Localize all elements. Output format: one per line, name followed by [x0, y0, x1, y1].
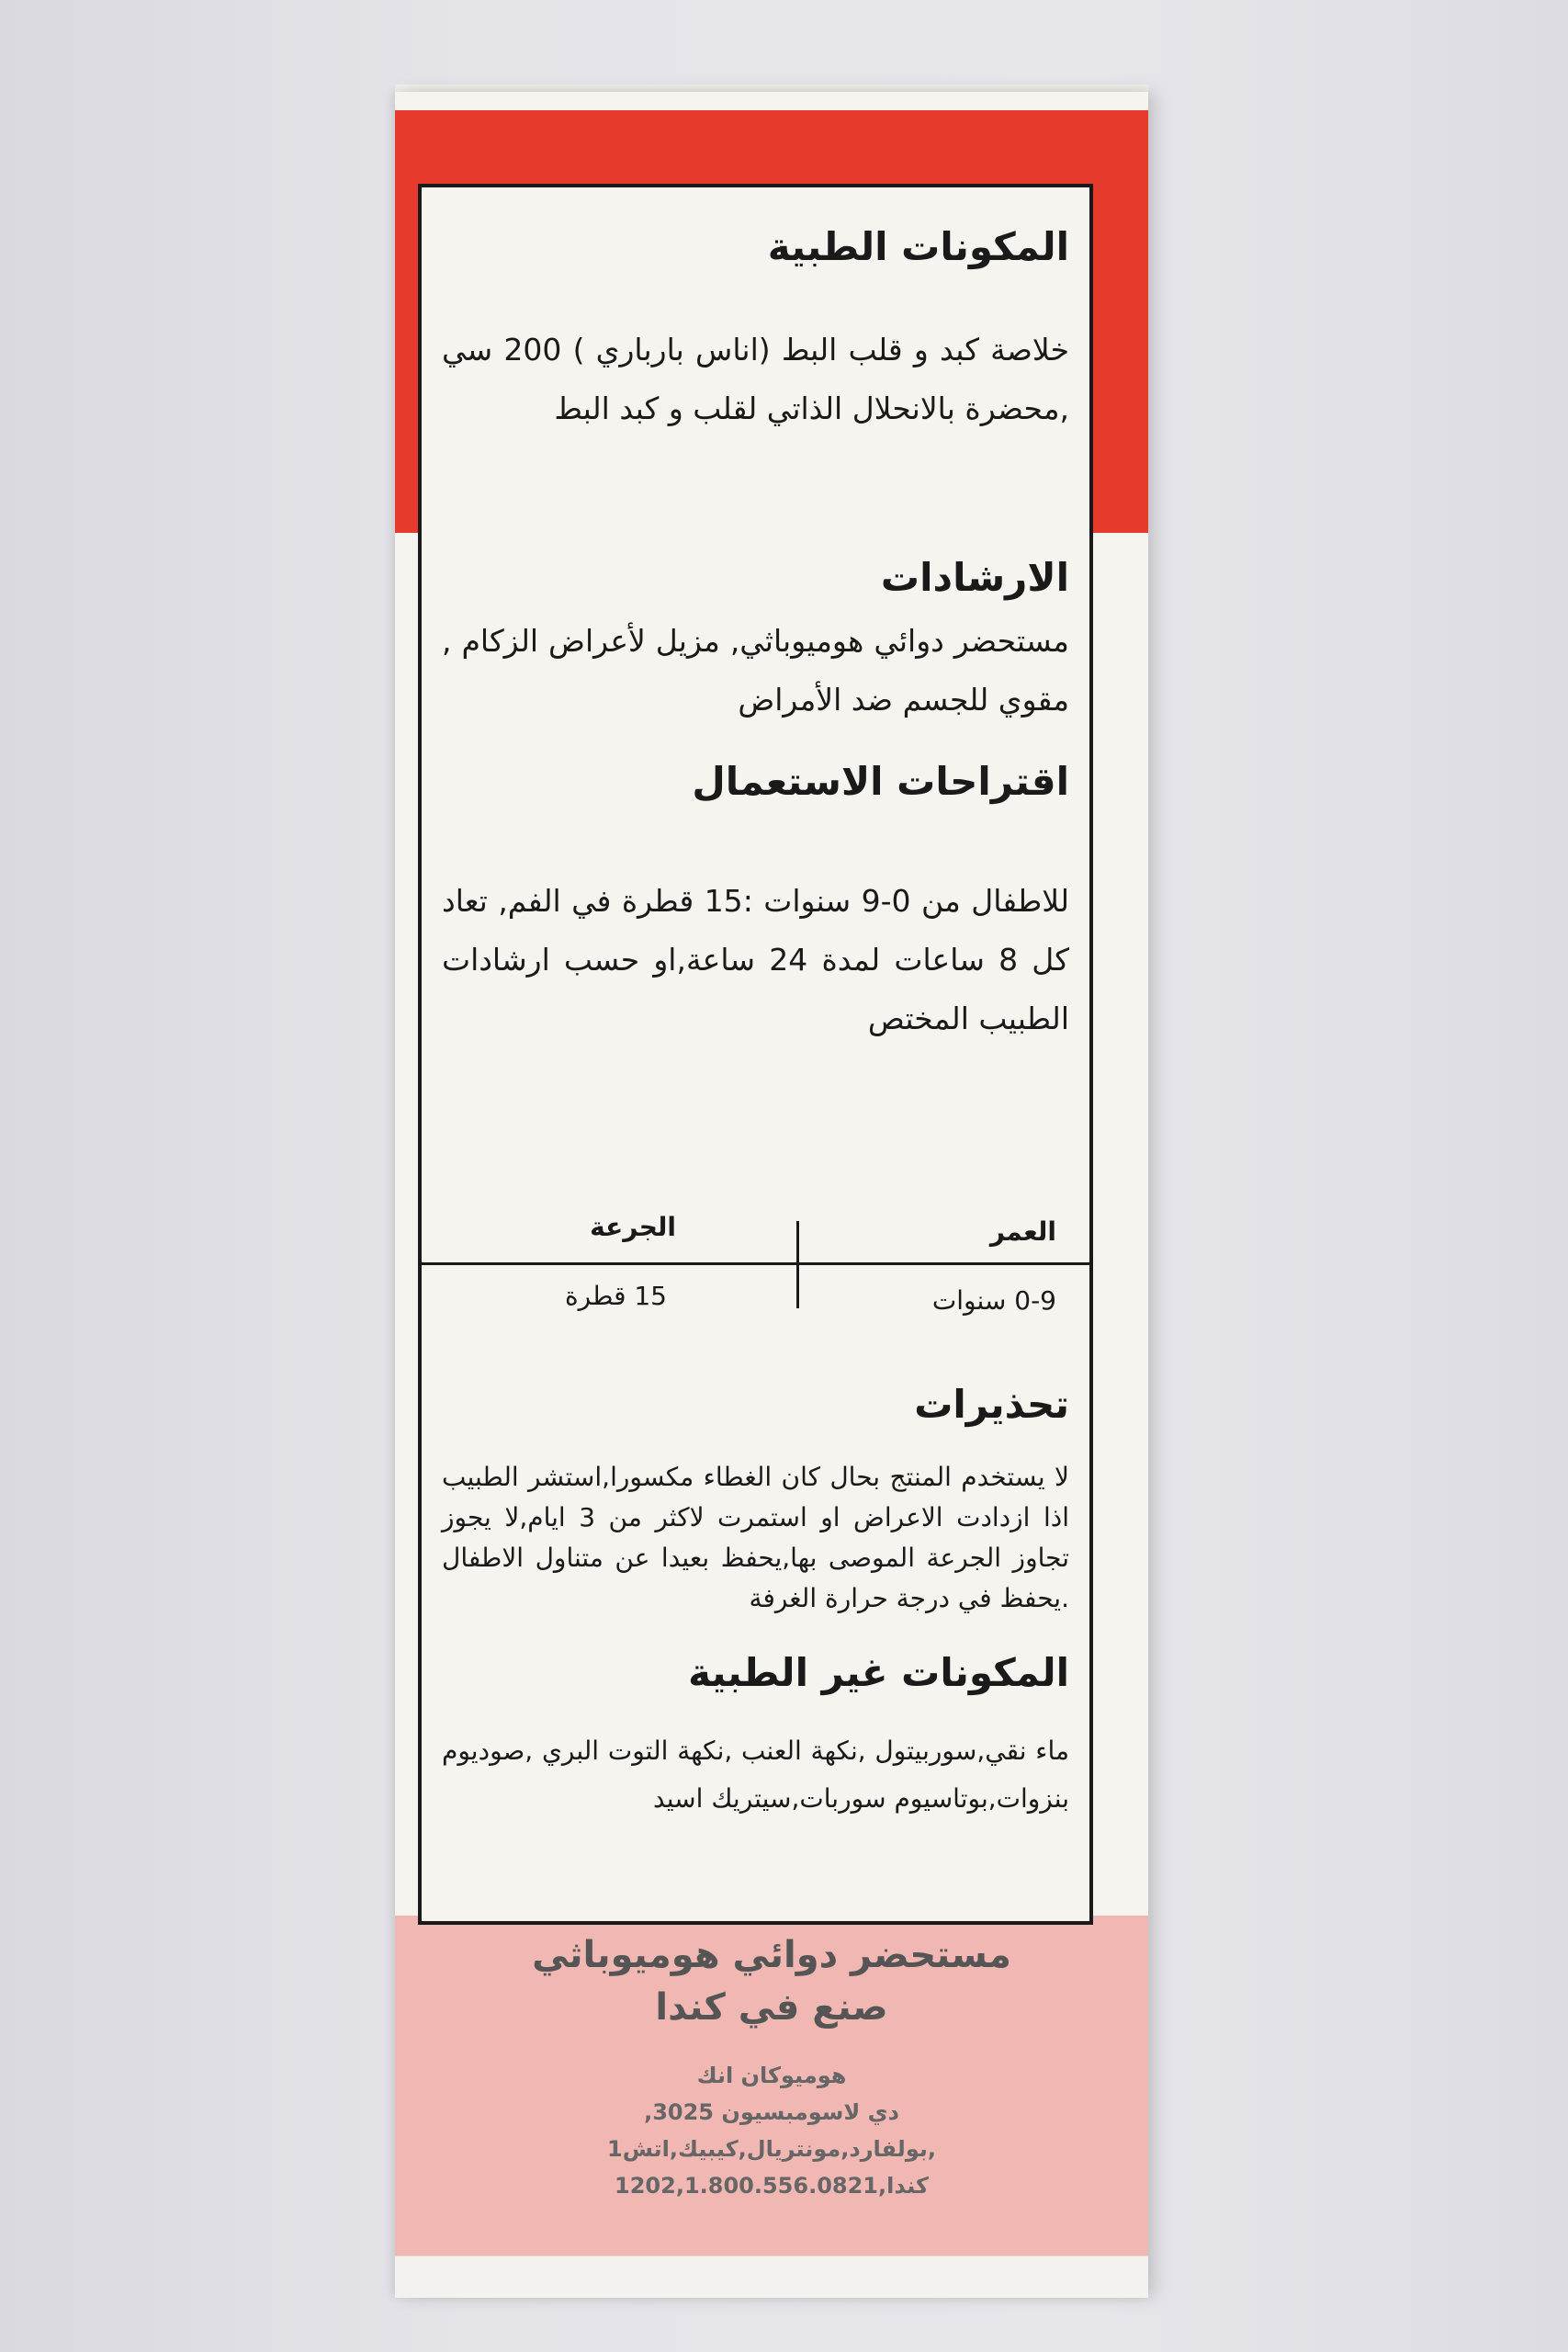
dosage-dose-header: الجرعة: [590, 1212, 676, 1242]
homeopathic-product-note: مستحضر دوائي هوميوباثي: [532, 1934, 1011, 1976]
dosage-table-divider: [422, 1262, 1089, 1265]
dosage-age-value: 0-9 سنوات: [931, 1285, 1056, 1316]
made-in-canada-note: صنع في كندا: [655, 1986, 888, 2029]
manufacturer-address-line-3: كندا,1202,1.800.556.0821: [615, 2173, 929, 2199]
non-medical-ingredients-text: ماء نقي,سوربيتول ,نكهة العنب ,نكهة التوت البري ,صوديوم بنزوات,بوتاسيوم سوربات,سيتريك اسيد: [442, 1736, 1069, 1814]
dosage-age-header: العمر: [989, 1216, 1056, 1247]
indications-text: مستحضر دوائي هوميوباثي, مزيل لأعراض الزكام , مقوي للجسم ضد الأمراض: [442, 623, 1069, 718]
medicine-box: [395, 92, 1148, 2297]
medical-ingredients-heading: المكونات الطبية: [767, 224, 1069, 269]
non-medical-ingredients-heading: المكونات غير الطبية: [688, 1650, 1069, 1695]
directions-heading: اقتراحات الاستعمال: [692, 759, 1069, 804]
dosage-dose-value: 15 قطرة: [564, 1281, 667, 1311]
manufacturer-name: هوميوكان انك: [696, 2063, 847, 2088]
warnings-heading: تحذيرات: [914, 1382, 1069, 1427]
manufacturer-address-line-1: دي لاسومبسيون 3025,: [644, 2099, 899, 2125]
directions-text: للاطفال من 0-9 سنوات :15 قطرة في الفم, تعاد كل 8 ساعات لمدة 24 ساعة,او حسب ارشادات الطبيب المختص: [442, 883, 1069, 1036]
manufacturer-address-line-2: ,بولفارد,مونتريال,كيبيك,اتش1: [606, 2136, 936, 2162]
dosage-table-column-divider: [796, 1221, 799, 1308]
medical-ingredients-text: خلاصة كبد و قلب البط (اناس بارباري ) 200 سي ,محضرة بالانحلال الذاتي لقلب و كبد البط: [442, 332, 1069, 426]
label-panel: [418, 184, 1093, 1925]
indications-heading: الارشادات: [880, 555, 1069, 600]
box-bottom-edge: [395, 2256, 1148, 2298]
warnings-text: لا يستخدم المنتج بحال كان الغطاء مكسورا,استشر الطبيب اذا ازدادت الاعراض او استمرت لاكثر من 3 ايام,لا يجوز تجاوز الجرعة الموصى بها,يحفظ بعيدا عن متناول الاطفال .يحفظ في درجة حرارة الغرفة: [442, 1462, 1069, 1613]
